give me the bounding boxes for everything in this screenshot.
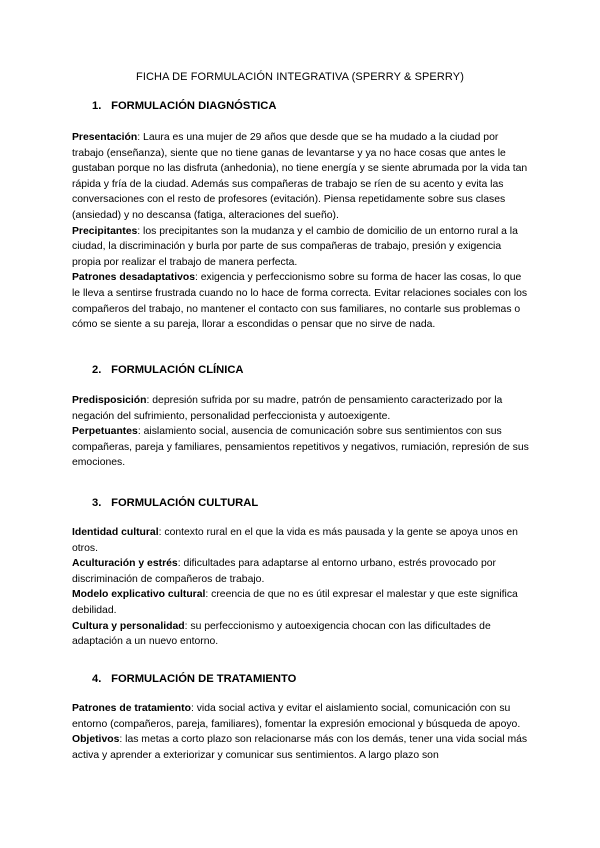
paragraph-presentacion xyxy=(72,130,532,224)
paragraph-text: : creencia de que no es útil expresar el malestar y que este significa debilidad. xyxy=(72,589,518,616)
section-body-tratamiento xyxy=(72,701,532,763)
section-title: FORMULACIÓN DIAGNÓSTICA xyxy=(111,100,277,112)
paragraph-label: Patrones de tratamiento xyxy=(72,703,191,714)
paragraph-identidad-cultural xyxy=(72,525,532,556)
paragraph-perpetuantes xyxy=(72,424,532,471)
paragraph-text: : su perfeccionismo y autoexigencia chocan con las dificultades de adaptación a un nuevo entorno. xyxy=(72,620,491,648)
section-body-cultural xyxy=(72,525,532,650)
section-heading-tratamiento xyxy=(92,673,296,685)
paragraph-text: : depresión sufrida por su madre, patrón de pensamiento caracterizado por la negación del sufrimiento, personalidad perfeccionista y autoexigente. xyxy=(72,395,503,422)
section-title: FORMULACIÓN CLÍNICA xyxy=(111,364,244,376)
paragraph-text: : Laura es una mujer de 29 años que desde que se ha mudado a la ciudad por trabajo (enseñanza), siente que no tiene ganas de levantarse y ya no hace cosas que antes le gustaban porque no las disfruta (anhedonia), no tiene energía y se siente abrumada por la vida tan rápida y fría de la ciudad. Además sus compañeras de trabajo se ríen de su acento y evita las conversaciones con el resto de profesores (evitación). Piensa repetidamente sobre sus clases (ansiedad) y no descansa (fatiga, alteraciones del sueño). xyxy=(72,132,528,221)
paragraph-label: Aculturación y estrés xyxy=(72,558,178,570)
section-heading-clinica xyxy=(92,364,243,376)
document-title: FICHA DE FORMULACIÓN INTEGRATIVA (SPERRY & SPERRY) xyxy=(136,71,464,83)
paragraph-label: Patrones desadaptativos xyxy=(72,272,195,284)
paragraph-modelo-explicativo xyxy=(72,587,532,618)
section-title: FORMULACIÓN DE TRATAMIENTO xyxy=(111,673,297,685)
section-number: 3. xyxy=(92,497,102,509)
paragraph-text: : aislamiento social, ausencia de comunicación sobre sus sentimientos con sus compañeras, pareja y familiares, pensamientos repetitivos y negativos, rumiación, represión de sus emociones. xyxy=(72,426,529,469)
paragraph-text: : vida social activa y evitar el aislamiento social, comunicación con su entorno (compañeros, pareja, familiares), fomentar la expresión emocional y búsqueda de apoyo. xyxy=(72,703,521,730)
paragraph-label: Objetivos xyxy=(72,734,120,746)
paragraph-text: : los precipitantes son la mudanza y el cambio de domicilio de un entorno rural a la ciudad, la discriminación y burla por parte de sus compañeras de trabajo, presión y exigencia propia por realizar el trabajo de manera perfecta. xyxy=(72,225,518,268)
paragraph-text: : dificultades para adaptarse al entorno urbano, estrés provocado por discriminación de compañeros de trabajo. xyxy=(72,558,496,585)
paragraph-label: Identidad cultural xyxy=(72,527,159,538)
section-number: 1. xyxy=(92,100,102,112)
paragraph-cultura-personalidad xyxy=(72,619,532,650)
paragraph-objetivos xyxy=(72,732,532,763)
paragraph-text: : contexto rural en el que la vida es más pausada y la gente se apoya unos en otros. xyxy=(72,527,518,554)
paragraph-text: : las metas a corto plazo son relacionarse más con los demás, tener una vida social más activa y aprender a exteriorizar y comunicar sus sentimientos. A largo plazo son xyxy=(72,734,528,761)
section-body-diagnostica xyxy=(72,130,532,333)
paragraph-label: Cultura y personalidad xyxy=(72,620,185,632)
paragraph-patrones-desadaptativos xyxy=(72,270,532,332)
section-heading-cultural xyxy=(92,497,258,509)
paragraph-precipitantes xyxy=(72,224,532,271)
paragraph-predisposicion xyxy=(72,393,532,424)
paragraph-patrones-tratamiento xyxy=(72,701,532,732)
paragraph-label: Presentación xyxy=(72,132,138,143)
section-number: 4. xyxy=(92,673,102,685)
paragraph-label: Perpetuantes xyxy=(72,426,138,438)
paragraph-label: Modelo explicativo cultural xyxy=(72,589,206,601)
paragraph-label: Predisposición xyxy=(72,395,147,406)
section-heading-diagnostica xyxy=(92,100,276,112)
section-body-clinica xyxy=(72,393,532,471)
paragraph-aculturacion xyxy=(72,556,532,587)
paragraph-label: Precipitantes xyxy=(72,225,138,237)
section-number: 2. xyxy=(92,364,102,376)
section-title: FORMULACIÓN CULTURAL xyxy=(111,497,259,509)
paragraph-text: : exigencia y perfeccionismo sobre su forma de hacer las cosas, lo que le lleva a sentirse frustrada cuando no lo hace de forma correcta. Evitar relaciones sociales con los compañeros del trabajo, no mantener el contacto con sus familiares, no contarle sus problemas o cómo se siente a su pareja, llorar a escondidas o pensar que no sirve de nada. xyxy=(72,272,528,331)
